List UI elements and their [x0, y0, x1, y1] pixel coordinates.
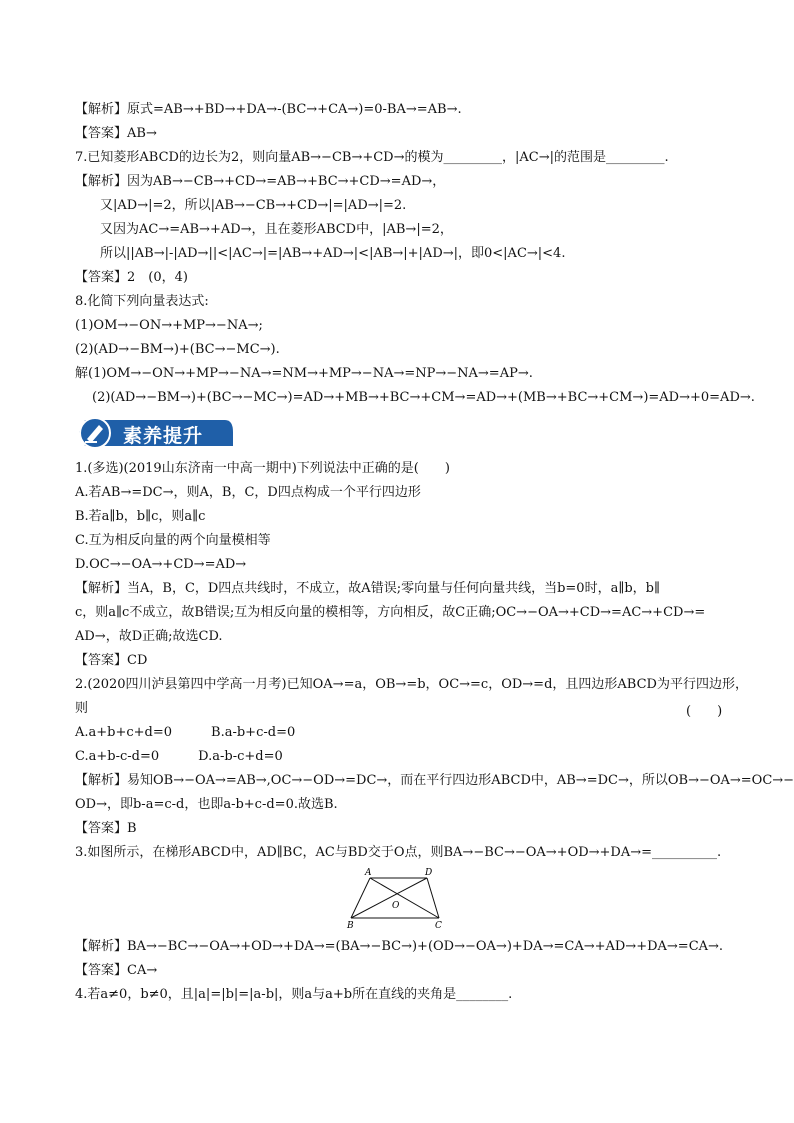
label-a: A [365, 868, 372, 878]
ext-q2-answer: 【答案】B [75, 821, 137, 836]
q8-stem: 8.化简下列向量表达式: [75, 294, 209, 309]
q7-analysis-1: 【解析】因为AB→−CB→+CD→=AB→+BC→+CD→=AD→， [75, 174, 446, 189]
label-d: D [425, 868, 433, 878]
ext-q1-analysis-2: c，则a∥c不成立，故B错误;互为相反向量的模相等，方向相反，故C正确;OC→−OA→+CD→=AC→+CD→= [75, 605, 706, 620]
section-banner [75, 412, 235, 452]
diagonal-bd [351, 878, 427, 918]
ext-q1-answer: 【答案】CD [75, 653, 148, 668]
ext-q3-stem: 3.如图所示，在梯形ABCD中，AD∥BC，AC与BD交于O点，则BA→−BC→−OA→+OD→+DA→=__________. [75, 845, 722, 860]
ext-q2-stem: 2.(2020四川泸县第四中学高一月考)已知OA→=a，OB→=b，OC→=c，OD→=d，且四边形ABCD为平行四边形， [75, 677, 748, 692]
q8-part-2: (2)(AD→−BM→)+(BC→−MC→). [75, 342, 280, 357]
trapezoid-diagram [345, 866, 445, 932]
pen-base [85, 441, 97, 443]
ext-q1-option-b: B.若a∥b，b∥c，则a∥c [75, 509, 206, 524]
ext-q2-options-ab: A.a+b+c+d=0 B.a-b+c-d=0 [75, 725, 296, 740]
ext-q2-analysis-2: OD→，即b-a=c-d，也即a-b+c-d=0.故选B. [75, 797, 338, 812]
ext-q2-options-cd: C.a+b-c-d=0 D.a-b-c+d=0 [75, 749, 283, 764]
ext-q1-analysis-3: AD→，故D正确;故选CD. [75, 629, 223, 644]
q8-solution-2: (2)(AD→−BM→)+(BC→−MC→)=AD→+MB→+BC→+CM→=AD→+(MB→+BC→+CM→)=AD→+0=AD→. [92, 390, 755, 405]
q8-solution-1: 解(1)OM→−ON→+MP→−NA→=NM→+MP→−NA→=NP→−NA→=AP→. [75, 366, 533, 381]
ext-q4-stem: 4.若a≠0，b≠0，且|a|=|b|=|a-b|，则a与a+b所在直线的夹角是________. [75, 987, 513, 1002]
ext-q1-stem: 1.(多选)(2019山东济南一中高一期中)下列说法中正确的是( ) [75, 461, 450, 476]
ext-q2-analysis-1: 【解析】易知OB→−OA→=AB→,OC→−OD→=DC→，而在平行四边形ABCD中，AB→=DC→，所以OB→−OA→=OC→− [75, 773, 794, 788]
ext-q2-stem-cont: 则 [75, 701, 89, 716]
ext-q3-analysis: 【解析】BA→−BC→−OA→+OD→+DA→=(BA→−BC→)+(OD→−OA→)+DA→=CA→+AD→+DA→=CA→. [75, 939, 724, 954]
label-b: B [347, 921, 354, 931]
ext-q1-option-a: A.若AB→=DC→，则A，B，C，D四点构成一个平行四边形 [75, 485, 421, 500]
ext-q1-option-d: D.OC→−OA→+CD→=AD→ [75, 557, 247, 572]
edge-ab [351, 878, 370, 918]
q7-analysis-3: 又因为AC→=AB→+AD→，且在菱形ABCD中，|AB→|=2， [100, 222, 453, 237]
ext-q3-answer: 【答案】CA→ [75, 963, 158, 978]
trapezoid-svg [345, 866, 445, 932]
q6-answer: 【答案】AB→ [75, 126, 157, 141]
label-o: O [392, 901, 400, 911]
q7-analysis-4: 所以||AB→|-|AD→||<|AC→|=|AB→+AD→|<|AB→|+|AD→|，即0<|AC→|<4. [100, 246, 566, 261]
q8-part-1: (1)OM→−ON→+MP→−NA→; [75, 318, 263, 333]
q7-stem: 7.已知菱形ABCD的边长为2，则向量AB→−CB→+CD→的模为_________，|AC→|的范围是_________. [75, 150, 669, 165]
q6-analysis: 【解析】原式=AB→+BD→+DA→-(BC→+CA→)=0-BA→=AB→. [75, 102, 462, 117]
ext-q2-answer-blank: ( ) [686, 704, 723, 719]
label-c: C [435, 921, 442, 931]
ext-q1-option-c: C.互为相反向量的两个向量模相等 [75, 533, 271, 548]
q7-analysis-2: 又|AD→|=2，所以|AB→−CB→+CD→|=|AD→|=2. [100, 198, 407, 213]
ext-q1-analysis-1: 【解析】当A，B，C，D四点共线时，不成立，故A错误;零向量与任何向量共线，当b=0时，a∥b，b∥ [75, 581, 660, 596]
banner-title: 素养提升 [123, 425, 204, 447]
q7-answer: 【答案】2 (0，4) [75, 270, 188, 285]
